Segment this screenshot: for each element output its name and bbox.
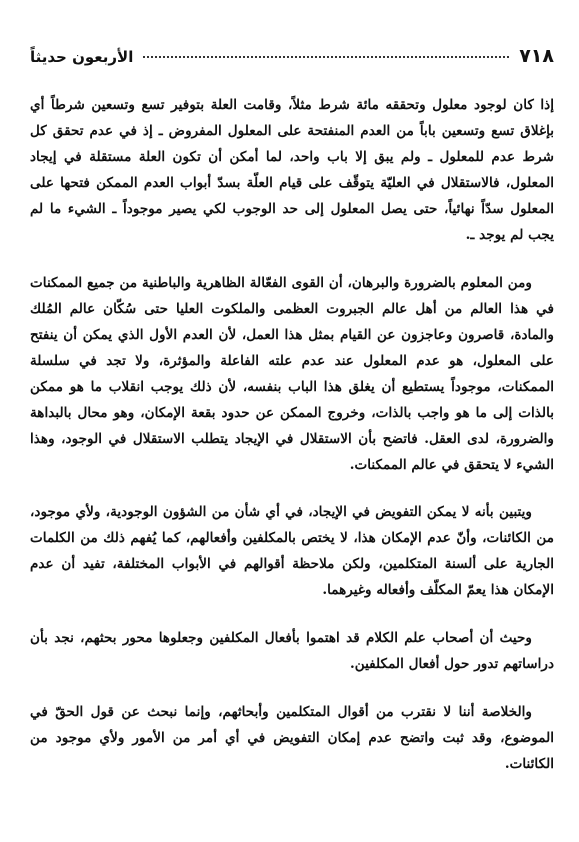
paragraph-3: ويتبين بأنه لا يمكن التفويض في الإيجاد، في أي شأن من الشؤون الوجودية، ولأي موجود، من الكائنات، وأنّ عدم الإمكان هذا، لا يختص بالمكلفين وأفعالهم، كما يُفهم ذلك من الكلمات الجارية على ألسنة المتكلمين، ولكن ملاحظة أقوالهم في الأبواب المختلفة، تفيد أن عدم الإمكان هذا يعمّ المكلّف وأفعاله وغيرهما. (30, 504, 554, 598)
paragraph-1: إذا كان لوجود معلول وتحققه مائة شرط مثلاً، وقامت العلة بتوفير تسع وتسعين شرطاً أي بإغلاق تسع وتسعين باباً من العدم المنفتحة على المعلول المفروض ـ إذ في عدم تحقق كل شرط عدم للمعلول ـ ولم يبق إلا باب واحد، لما أمكن أن تكون العلة مستقلة في إيجاد المعلول، فالاستقلال في العليّة يتوقّف على قيام العلّة بسدّ أبواب العدم الممكن فتحها على المعلول سدّاً نهائياً، حتى يصل المعلول إلى حد الوجوب لكي يصير موجوداً ـ الشيء ما لم يجب لم يوجد ـ. (30, 97, 554, 243)
paragraph-4: وحيث أن أصحاب علم الكلام قد اهتموا بأفعال المكلفين وجعلوها محور بحثهم، نجد بأن دراساتهم تدور حول أفعال المكلفين. (30, 630, 554, 672)
running-header (30, 45, 554, 75)
paragraph-5: والخلاصة أننا لا نقترب من أقوال المتكلمين وأبحاثهم، وإنما نبحث عن قول الحقّ في الموضوع، وقد ثبت واتضح عدم إمكان التفويض في أي أمر من الأمور ولأي موجود من الكائنات. (30, 704, 554, 772)
paragraph-2: ومن المعلوم بالضرورة والبرهان، أن القوى الفعّالة الظاهرية والباطنية من جميع الممكنات في هذا العالم من أهل عالم الجبروت العظمى والملكوت العليا حتى سُكّان عالم المُلك والمادة، قاصرون وعاجزون عن القيام بمثل هذا العمل، لأن العدم الأول الذي يمكن أن ينفتح على المعلول، هو عدم المعلول عند عدم علته الفاعلة والمؤثرة، ولا تجد في سلسلة الممكنات، موجوداً يستطيع أن يغلق هذا الباب بنفسه، لأن ذلك يوجب انقلاب ما هو ممكن بالذات إلى ما هو واجب بالذات، وخروج الممكن عن حدود بقعة الإمكان، وهو محال بالبداهة والضرورة، لدى العقل. فاتضح بأن الاستقلال في الإيجاد يتطلب الاستقلال في الوجود، وهذا الشيء لا يتحقق في عالم الممكنات. (30, 275, 554, 473)
body-text (30, 92, 554, 777)
book-page (30, 0, 554, 842)
header-dot-leader (143, 56, 509, 58)
book-title: الأربعون حديثاً (30, 48, 134, 66)
page-number: ٧١٨ (519, 45, 554, 67)
